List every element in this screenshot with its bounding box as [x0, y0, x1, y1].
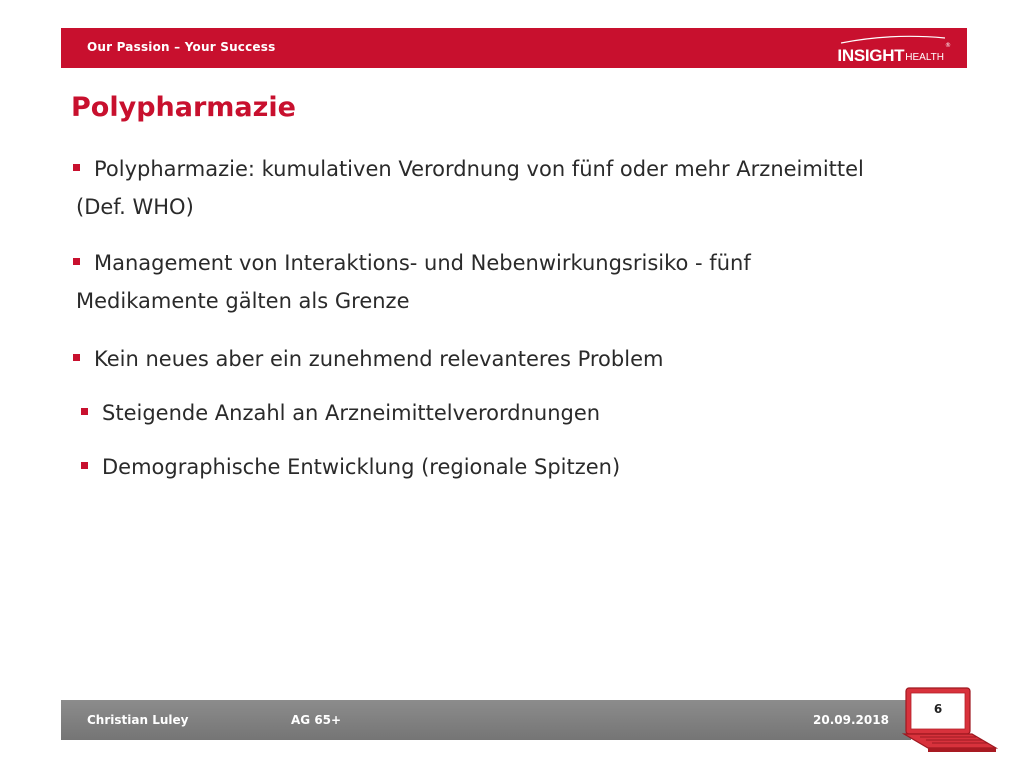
square-bullet-icon	[73, 354, 80, 361]
footer-date: 20.09.2018	[813, 713, 889, 727]
logo-registered-mark: ®	[945, 42, 951, 49]
footer-bar	[61, 700, 911, 740]
logo-word: INSIGHT	[837, 46, 905, 65]
sub-list-item	[78, 448, 970, 486]
bullet-text: Steigende Anzahl an Arzneimittelverordnungen	[102, 401, 601, 425]
list-item	[70, 340, 970, 378]
bullet-text: Kein neues aber ein zunehmend relevanteres Problem	[94, 347, 664, 371]
laptop-icon	[898, 686, 998, 756]
page-number: 6	[933, 702, 943, 716]
bullet-text: Demographische Entwicklung (regionale Spitzen)	[102, 455, 621, 479]
bullet-text-continued: Medikamente gälten als Grenze	[76, 289, 410, 313]
square-bullet-icon	[73, 258, 80, 265]
square-bullet-icon	[81, 408, 88, 415]
tagline: Our Passion – Your Success	[87, 40, 276, 54]
bullet-text: Polypharmazie: kumulativen Verordnung von fünf oder mehr Arzneimittel	[94, 157, 864, 181]
sub-list-item	[78, 394, 970, 432]
bullet-text: Management von Interaktions- und Nebenwirkungsrisiko - fünf	[94, 251, 751, 275]
list-item	[70, 244, 970, 320]
list-item	[70, 150, 970, 226]
page-title: Polypharmazie	[71, 92, 296, 123]
insight-health-logo	[837, 42, 951, 64]
square-bullet-icon	[73, 164, 80, 171]
logo-sub: HEALTH	[905, 52, 944, 63]
footer-author: Christian Luley	[87, 713, 189, 727]
logo-swoosh-icon	[841, 35, 945, 44]
footer-event: AG 65+	[291, 713, 342, 727]
header-bar	[61, 28, 967, 68]
bullet-list	[70, 150, 970, 486]
square-bullet-icon	[81, 462, 88, 469]
bullet-text-continued: (Def. WHO)	[76, 195, 194, 219]
